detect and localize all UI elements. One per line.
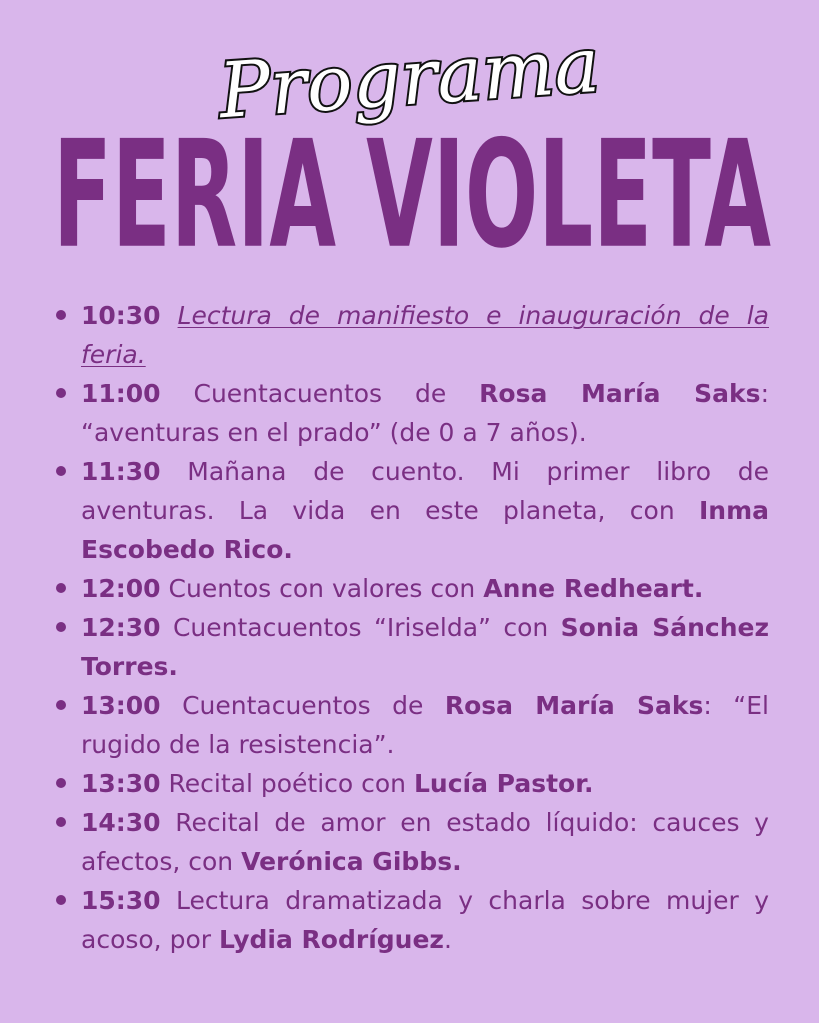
bullet-icon — [56, 622, 66, 632]
event-description: Cuentacuentos “Iriselda” con — [172, 613, 561, 642]
schedule-time: 12:30 — [81, 613, 161, 642]
header — [0, 0, 819, 270]
bullet-icon — [56, 466, 66, 476]
event-description: Lectura dramatizada y charla sobre mujer y acoso, por — [81, 886, 769, 954]
bullet-icon — [56, 310, 66, 320]
performer-name: Inma Escobedo Rico. — [81, 496, 769, 564]
performer-name: Sonia Sánchez Torres. — [81, 613, 769, 681]
event-description: Cuentacuentos de — [182, 691, 445, 720]
schedule-item — [56, 803, 769, 881]
schedule-item — [56, 296, 769, 374]
event-description: Mañana de cuento. Mi primer libro de aventuras. La vida en este planeta, con — [81, 457, 769, 525]
schedule-time: 11:00 — [81, 379, 161, 408]
bullet-icon — [56, 583, 66, 593]
performer-name: Anne Redheart. — [483, 574, 704, 603]
bullet-icon — [56, 778, 66, 788]
schedule-item — [56, 374, 769, 452]
main-title — [0, 0, 819, 270]
schedule-item — [56, 764, 769, 803]
schedule-time: 10:30 — [81, 301, 161, 330]
schedule-item — [56, 569, 769, 608]
schedule-item — [56, 881, 769, 959]
event-description: Cuentacuentos de — [193, 379, 480, 408]
schedule-time: 11:30 — [81, 457, 161, 486]
schedule-time: 13:00 — [81, 691, 161, 720]
performer-name: Lucía Pastor. — [413, 769, 594, 798]
performer-name: Rosa María Saks — [444, 691, 704, 720]
script-title-text: Programa — [216, 19, 603, 136]
performer-name: Lydia Rodríguez — [218, 925, 444, 954]
schedule-time: 13:30 — [81, 769, 161, 798]
event-description: Cuentos con valores con — [168, 574, 484, 603]
schedule-time: 12:00 — [81, 574, 161, 603]
bullet-icon — [56, 700, 66, 710]
event-description: : “aventuras en el prado” (de 0 a 7 años). — [81, 379, 770, 447]
event-description: Recital de amor en estado líquido: cauces y afectos, con — [81, 808, 769, 876]
schedule-time: 14:30 — [81, 808, 161, 837]
schedule-item — [56, 608, 769, 686]
event-description: . — [443, 925, 452, 954]
event-description: Lectura de manifiesto e inauguración de la feria. — [81, 301, 769, 369]
bullet-icon — [56, 388, 66, 398]
event-description: Recital poético con — [168, 769, 414, 798]
event-description: : “El rugido de la resistencia”. — [81, 691, 769, 759]
schedule-list — [56, 296, 769, 959]
bullet-icon — [56, 895, 66, 905]
main-title-text: FERIA VIOLETA — [53, 108, 772, 270]
performer-name: Rosa María Saks — [479, 379, 761, 408]
bullet-icon — [56, 817, 66, 827]
performer-name: Verónica Gibbs. — [241, 847, 462, 876]
schedule-time: 15:30 — [81, 886, 161, 915]
schedule-item — [56, 452, 769, 569]
schedule-item — [56, 686, 769, 764]
